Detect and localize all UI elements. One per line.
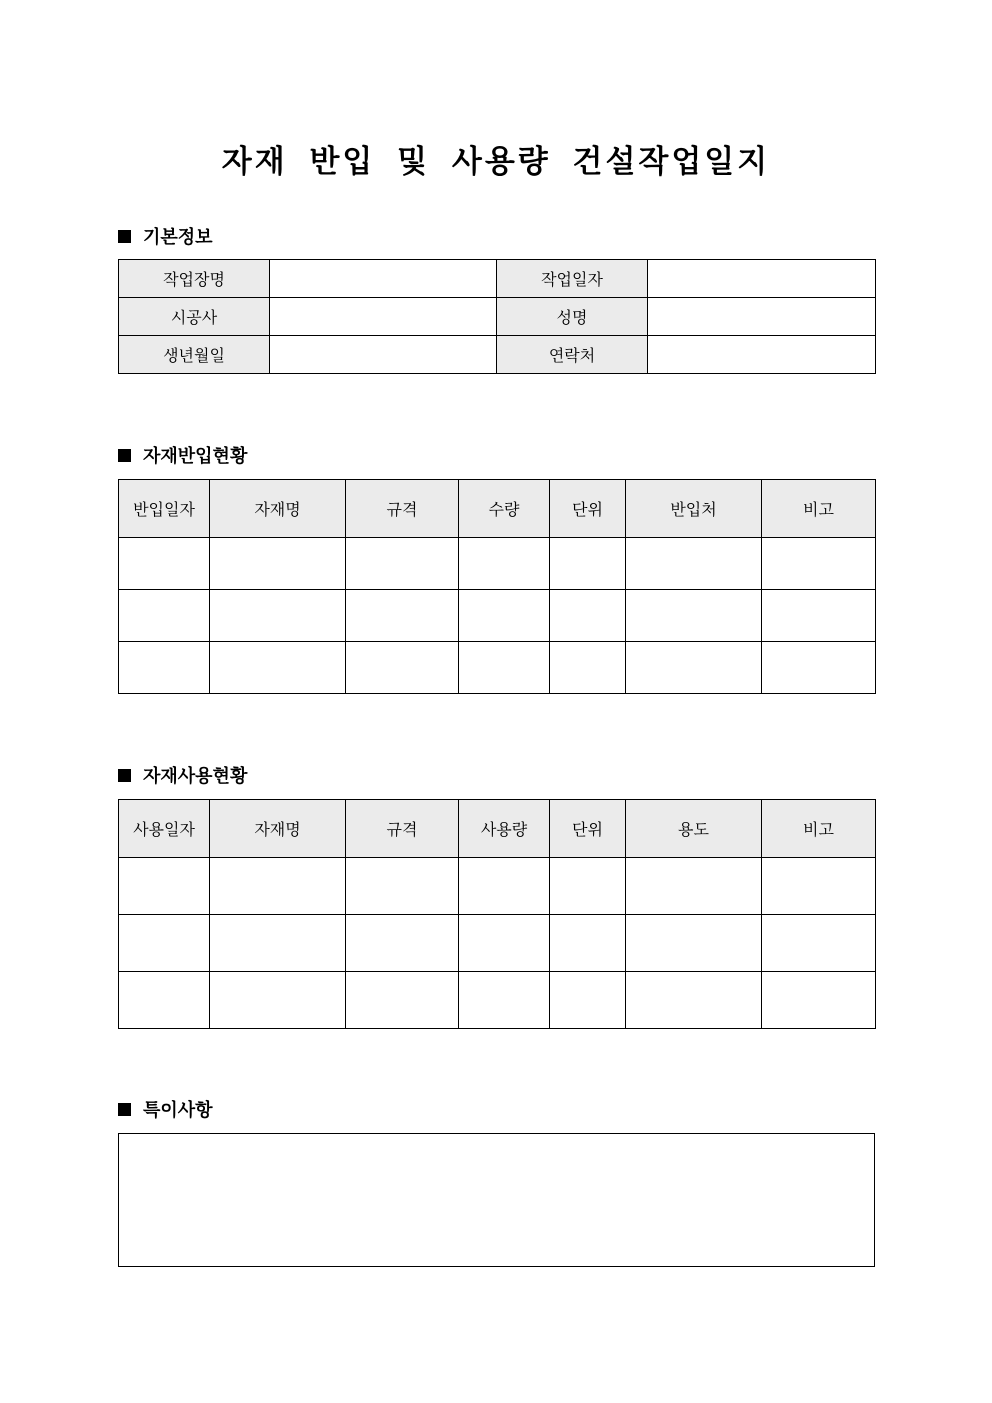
table-cell[interactable] xyxy=(210,538,346,590)
value-cell[interactable] xyxy=(270,336,497,374)
table-cell[interactable] xyxy=(550,538,626,590)
column-header: 비고 xyxy=(762,800,876,858)
table-cell[interactable] xyxy=(459,972,550,1029)
square-bullet-icon xyxy=(118,769,131,782)
value-cell[interactable] xyxy=(270,298,497,336)
column-header: 용도 xyxy=(626,800,762,858)
usage-table xyxy=(118,799,876,1029)
table-header-row xyxy=(119,800,876,858)
label-cell: 시공사 xyxy=(119,298,270,336)
incoming-table xyxy=(118,479,876,694)
value-cell[interactable] xyxy=(648,260,876,298)
column-header: 단위 xyxy=(550,480,626,538)
table-cell[interactable] xyxy=(346,915,459,972)
column-header: 비고 xyxy=(762,480,876,538)
table-cell[interactable] xyxy=(762,642,876,694)
square-bullet-icon xyxy=(118,230,131,243)
table-cell[interactable] xyxy=(626,858,762,915)
column-header: 사용량 xyxy=(459,800,550,858)
column-header: 수량 xyxy=(459,480,550,538)
table-cell[interactable] xyxy=(346,538,459,590)
table-cell[interactable] xyxy=(210,858,346,915)
table-row xyxy=(119,590,876,642)
label-cell: 작업일자 xyxy=(497,260,648,298)
basic-info-table xyxy=(118,259,876,374)
table-cell[interactable] xyxy=(762,915,876,972)
table-header-row xyxy=(119,480,876,538)
column-header: 반입처 xyxy=(626,480,762,538)
section-heading-basic-label: 기본정보 xyxy=(143,227,213,248)
table-cell[interactable] xyxy=(119,642,210,694)
section-heading-incoming xyxy=(118,442,247,468)
table-cell[interactable] xyxy=(210,972,346,1029)
section-heading-basic xyxy=(118,223,213,249)
table-cell[interactable] xyxy=(210,590,346,642)
label-cell: 연락처 xyxy=(497,336,648,374)
section-heading-usage-label: 자재사용현황 xyxy=(143,766,248,787)
column-header: 자재명 xyxy=(210,800,346,858)
table-cell[interactable] xyxy=(459,915,550,972)
basic-info-row xyxy=(119,298,876,336)
table-cell[interactable] xyxy=(119,972,210,1029)
table-cell[interactable] xyxy=(762,858,876,915)
table-cell[interactable] xyxy=(459,590,550,642)
table-cell[interactable] xyxy=(346,590,459,642)
value-cell[interactable] xyxy=(648,298,876,336)
table-cell[interactable] xyxy=(210,915,346,972)
column-header: 사용일자 xyxy=(119,800,210,858)
table-cell[interactable] xyxy=(550,590,626,642)
table-cell[interactable] xyxy=(119,915,210,972)
value-cell[interactable] xyxy=(648,336,876,374)
column-header: 반입일자 xyxy=(119,480,210,538)
table-cell[interactable] xyxy=(626,915,762,972)
table-cell[interactable] xyxy=(762,972,876,1029)
table-cell[interactable] xyxy=(550,642,626,694)
table-cell[interactable] xyxy=(626,642,762,694)
column-header: 규격 xyxy=(346,480,459,538)
table-cell[interactable] xyxy=(626,538,762,590)
section-heading-notes-label: 특이사항 xyxy=(143,1100,213,1121)
table-row xyxy=(119,538,876,590)
notes-box[interactable] xyxy=(118,1133,875,1267)
table-cell[interactable] xyxy=(762,590,876,642)
table-cell[interactable] xyxy=(459,642,550,694)
basic-info-row xyxy=(119,260,876,298)
table-row xyxy=(119,972,876,1029)
table-row xyxy=(119,915,876,972)
table-cell[interactable] xyxy=(119,538,210,590)
table-cell[interactable] xyxy=(626,972,762,1029)
basic-info-row xyxy=(119,336,876,374)
table-cell[interactable] xyxy=(119,590,210,642)
table-cell[interactable] xyxy=(762,538,876,590)
label-cell: 생년월일 xyxy=(119,336,270,374)
table-cell[interactable] xyxy=(346,972,459,1029)
square-bullet-icon xyxy=(118,1103,131,1116)
table-cell[interactable] xyxy=(626,590,762,642)
value-cell[interactable] xyxy=(270,260,497,298)
section-heading-notes xyxy=(118,1096,213,1122)
label-cell: 성명 xyxy=(497,298,648,336)
square-bullet-icon xyxy=(118,449,131,462)
page-title: 자재 반입 및 사용량 건설작업일지 xyxy=(221,144,771,180)
label-cell: 작업장명 xyxy=(119,260,270,298)
column-header: 규격 xyxy=(346,800,459,858)
table-row xyxy=(119,858,876,915)
section-heading-incoming-label: 자재반입현황 xyxy=(143,446,248,467)
table-cell[interactable] xyxy=(459,858,550,915)
column-header: 단위 xyxy=(550,800,626,858)
table-cell[interactable] xyxy=(346,642,459,694)
table-cell[interactable] xyxy=(346,858,459,915)
column-header: 자재명 xyxy=(210,480,346,538)
table-cell[interactable] xyxy=(210,642,346,694)
table-cell[interactable] xyxy=(550,858,626,915)
table-cell[interactable] xyxy=(550,915,626,972)
table-cell[interactable] xyxy=(459,538,550,590)
section-heading-usage xyxy=(118,762,247,788)
table-row xyxy=(119,642,876,694)
table-cell[interactable] xyxy=(119,858,210,915)
table-cell[interactable] xyxy=(550,972,626,1029)
